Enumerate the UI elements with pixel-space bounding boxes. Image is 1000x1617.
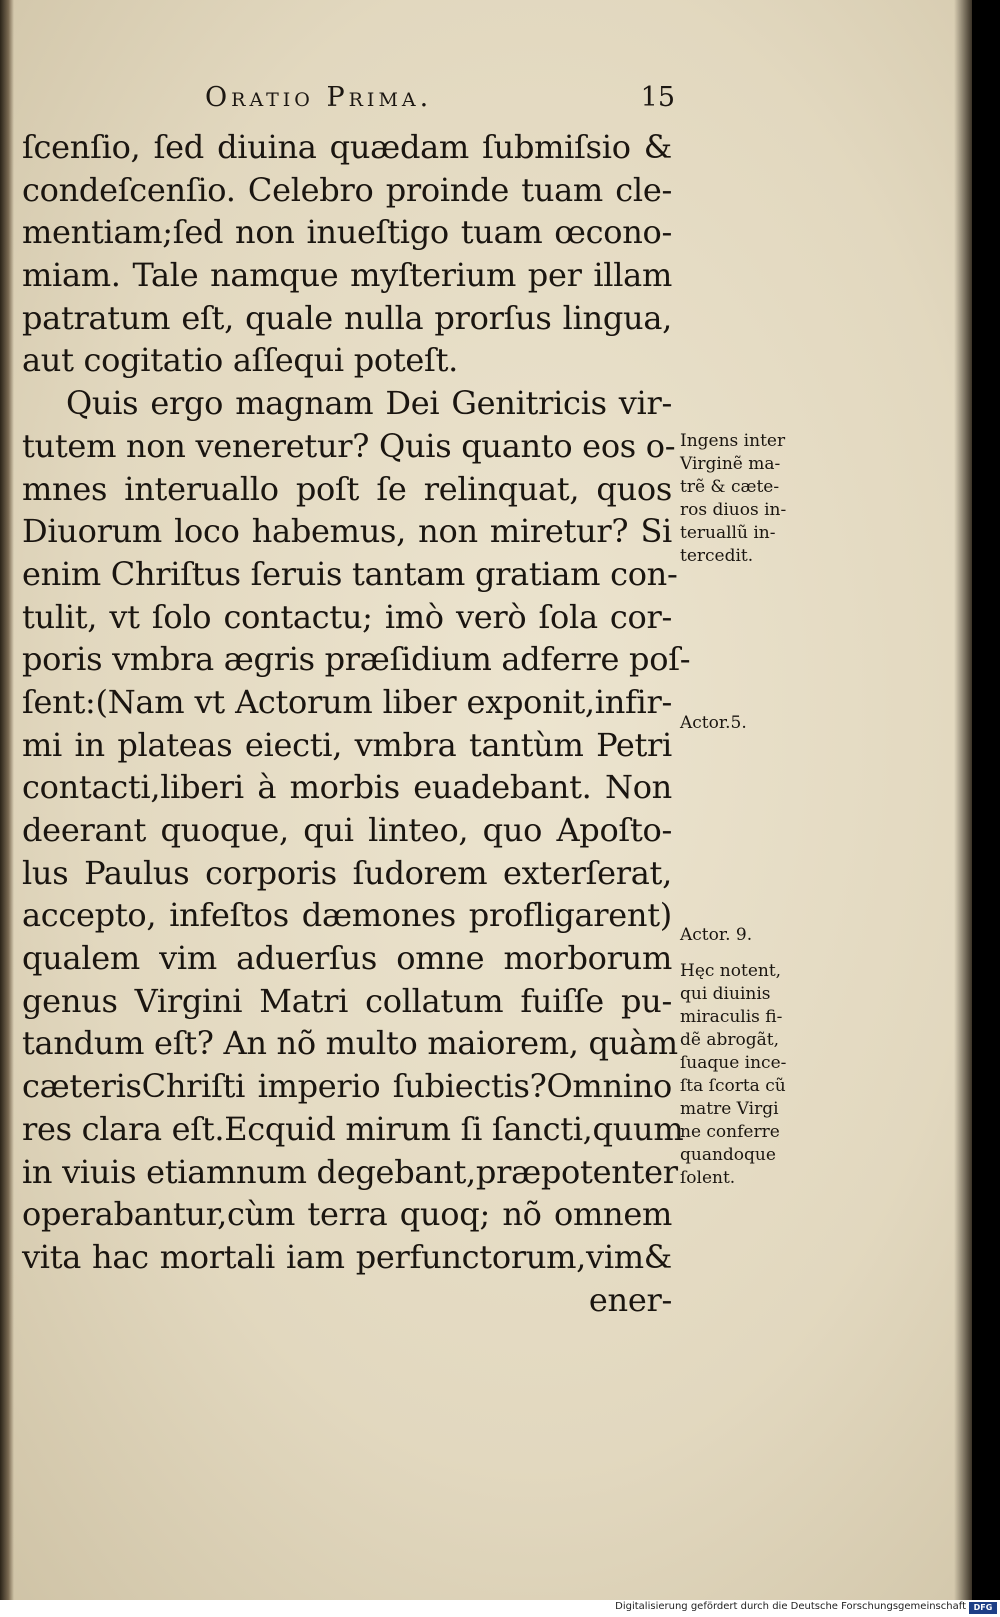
text-line: aut cogitatio aſſequi poteſt. — [22, 341, 459, 380]
text-line: mentiam;ſed non inueſtigo tuam œcono- — [22, 213, 672, 252]
text-line: res clara eſt.Ecquid mirum ſi ſancti,quum — [22, 1109, 684, 1148]
text-line: cæterisChriſti imperio ſubiectis?Omnino — [22, 1067, 672, 1106]
text-line: operabantur,cùm terra quoq; nõ omnem — [22, 1195, 672, 1234]
text-line: lus Paulus corporis ſudorem exterſerat, — [22, 853, 672, 892]
text-line: condeſcenſio. Celebro proinde tuam cle- — [22, 170, 672, 209]
text-line: Quis ergo magnam Dei Genitricis vir- — [66, 384, 672, 423]
marginal-note-miracles — [680, 960, 820, 1190]
text-line: vita hac mortali iam perfunctorum,vim& — [22, 1237, 672, 1276]
marginal-note-acts-9 — [680, 924, 820, 947]
text-line: enim Chriſtus ſeruis tantam gratiam con- — [22, 554, 678, 593]
text-line: miam. Tale namque myſterium per illam — [22, 256, 672, 295]
digitization-footer — [0, 1600, 1000, 1617]
text-line: mnes interuallo poſt ſe relinquat, quos — [22, 469, 672, 508]
page-number: 15 — [640, 82, 675, 113]
marginal-line: trẽ & cæte- — [680, 477, 780, 497]
catchword: ener- — [588, 1280, 672, 1319]
text-line: accepto, infeſtos dæmones profligarent) — [22, 896, 672, 935]
text-line: deerant quoque, qui linteo, quo Apoſto- — [22, 811, 672, 849]
running-title: Oratio Prima. — [205, 82, 433, 113]
marginal-line: qui diuinis — [680, 984, 771, 1004]
funding-credit: Digitalisierung gefördert durch die Deutsche Forschungsgemeinschaft — [615, 1601, 966, 1612]
marginal-line: quandoque — [680, 1145, 776, 1165]
text-line: mi in plateas eiecti, vmbra tantùm Petri — [22, 725, 672, 764]
text-line: patratum eſt, quale nulla prorſus lingua, — [22, 298, 672, 337]
marginal-line: ros diuos in- — [680, 500, 787, 520]
marginal-line: Hęc notent, — [680, 961, 782, 981]
marginal-line: ne conferre — [680, 1122, 780, 1142]
text-line: genus Virgini Matri collatum fuiſſe pu- — [22, 981, 672, 1020]
marginal-line: dẽ abrogãt, — [680, 1030, 779, 1050]
marginal-line: miraculis fi- — [680, 1007, 783, 1027]
marginal-line: Virginẽ ma- — [680, 454, 781, 474]
text-line: contacti,liberi à morbis euadebant. Non — [22, 768, 672, 807]
dfg-logo: DFG — [969, 1602, 997, 1614]
text-line: tulit, vt ſolo contactu; imò verò ſola cor- — [22, 597, 672, 636]
marginal-note-virgin — [680, 430, 820, 568]
marginal-line: ſolent. — [680, 1168, 736, 1188]
marginal-line: Actor.5. — [680, 713, 747, 733]
marginal-note-acts-5 — [680, 712, 820, 735]
text-line: ſent:(Nam vt Actorum liber exponit,infir- — [22, 682, 672, 721]
marginal-line: matre Virgi — [680, 1099, 779, 1119]
running-head — [205, 82, 675, 116]
left-gutter-shadow — [0, 0, 14, 1600]
text-line: Diuorum loco habemus, non miretur? Si — [22, 512, 672, 551]
text-line: in viuis etiamnum degebant,præpotenter — [22, 1152, 678, 1191]
text-line: tutem non veneretur? Quis quanto eos o- — [22, 426, 676, 465]
marginal-line: ſuaque ince- — [680, 1053, 787, 1073]
marginal-line: Ingens inter — [680, 431, 786, 451]
body-text — [22, 126, 691, 1321]
marginal-line: Actor. 9. — [680, 925, 753, 945]
marginal-line: ſta ſcorta cũ — [680, 1076, 786, 1096]
text-line: qualem vim aduerſus omne morborum — [22, 939, 672, 978]
text-line: tandum eſt? An nõ multo maiorem, quàm — [22, 1024, 678, 1063]
right-edge-shadow — [954, 0, 972, 1600]
text-line: poris vmbra ægris præſidium adferre poſ- — [22, 640, 691, 679]
marginal-line: teruallũ in- — [680, 523, 776, 543]
text-line: ſcenſio, ſed diuina quædam ſubmiſsio & — [22, 128, 672, 166]
marginal-line: tercedit. — [680, 546, 754, 566]
